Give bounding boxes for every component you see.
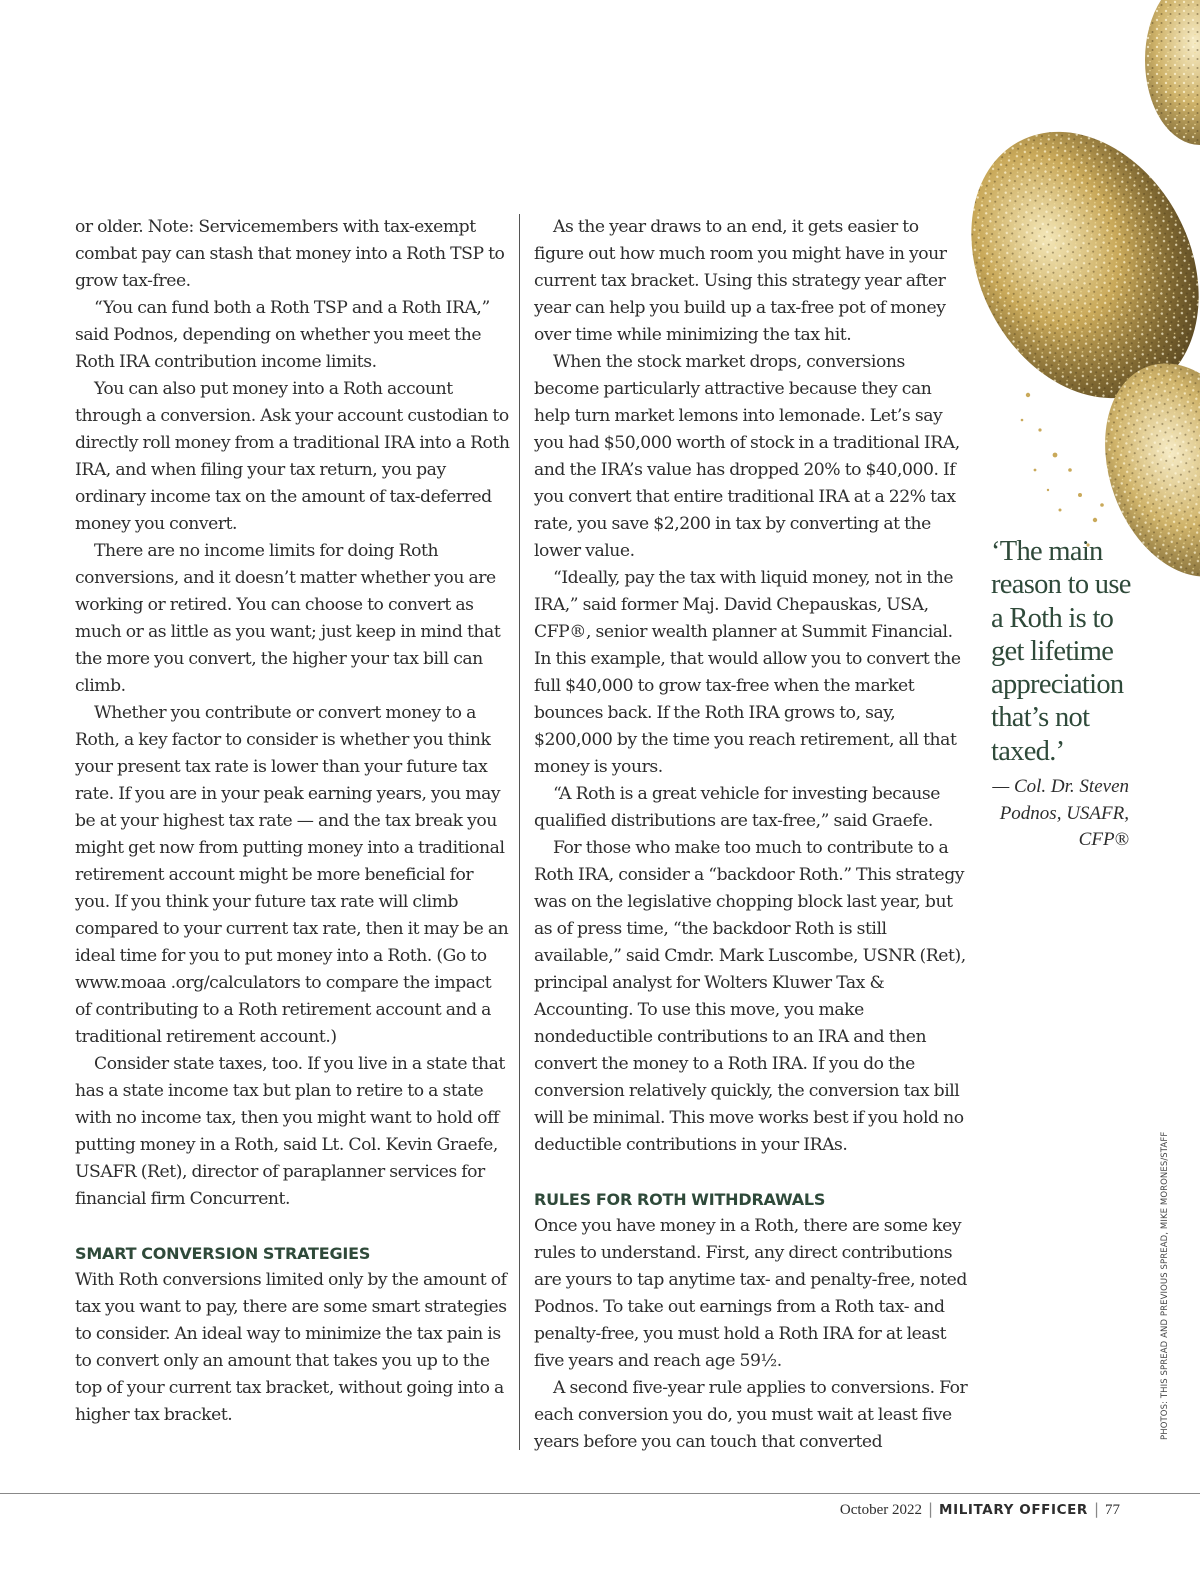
pull-quote xyxy=(991,535,1141,854)
body-paragraph: As the year draws to an end, it gets easier to figure out how much room you might have in your current tax bracket. Using this strategy year after year can help you build up a tax-free pot of money over time while minimizing the tax hit. xyxy=(534,217,947,345)
body-paragraph: Once you have money in a Roth, there are some key rules to understand. First, any direct contributions are yours to tap anytime tax- and penalty-free, noted Podnos. To take out earnings from a Roth tax- and penalty-free, you must hold a Roth IRA for at least five years and reach age 59½. xyxy=(534,1216,967,1371)
body-paragraph: When the stock market drops, conversions become particularly attractive because they can help turn market lemons into lemonade. Let’s say you had $50,000 worth of stock in a traditional IRA, and the IRA’s value has dropped 20% to $40,000. If you convert that entire traditional IRA at a 22% tax rate, you save $2,200 in tax by converting at the lower value. xyxy=(534,352,960,561)
section-heading-smart-conversion: SMART CONVERSION STRATEGIES xyxy=(75,1244,371,1263)
body-paragraph: There are no income limits for doing Roth conversions, and it doesn’t matter whether you are working or retired. You can choose to convert as much or as little as you want; just keep in mind that the more you convert, the higher your tax bill can climb. xyxy=(75,541,501,696)
body-paragraph: “Ideally, pay the tax with liquid money, not in the IRA,” said former Maj. David Chepauskas, USA, CFP®, senior wealth planner at Summit Financial. In this example, that would allow you to convert the full $40,000 to grow tax-free when the market bounces back. If the Roth IRA grows to, say, $200,000 by the time you reach retirement, all that money is yours. xyxy=(534,568,961,777)
body-paragraph: A second five-year rule applies to conversions. For each conversion you do, you must wait at least five years before you can touch that converted xyxy=(534,1378,968,1452)
pull-quote-attribution: — Col. Dr. Steven Podnos, USAFR, CFP® xyxy=(992,776,1129,851)
footer-separator: | xyxy=(927,1500,934,1518)
footer-rule xyxy=(0,1493,1200,1494)
body-paragraph: “A Roth is a great vehicle for investing because qualified distributions are tax-free,” said Graefe. xyxy=(534,784,940,831)
photo-credit: PHOTOS: THIS SPREAD AND PREVIOUS SPREAD, MIKE MORONES/STAFF xyxy=(1160,1131,1170,1440)
column-divider xyxy=(519,214,520,1450)
body-paragraph: or older. Note: Servicemembers with tax-exempt combat pay can stash that money into a Roth TSP to grow tax-free. xyxy=(75,217,505,291)
article-left-column xyxy=(75,214,510,1429)
article-right-column xyxy=(534,214,969,1456)
body-paragraph: Consider state taxes, too. If you live in a state that has a state income tax but plan to retire to a state with no income tax, then you might want to hold off putting money in a Roth, said Lt. Col. Kevin Graefe, USAFR (Ret), director of paraplanner services for financial firm Concurrent. xyxy=(75,1054,505,1209)
section-heading-roth-withdrawals: RULES FOR ROTH WITHDRAWALS xyxy=(534,1190,826,1209)
body-paragraph: You can also put money into a Roth account through a conversion. Ask your account custodian to directly roll money from a traditional IRA into a Roth IRA, and when filing your tax return, you pay ordinary income tax on the amount of tax-deferred money you convert. xyxy=(75,379,510,534)
body-paragraph: For those who make too much to contribute to a Roth IRA, consider a “backdoor Roth.” This strategy was on the legislative chopping block last year, but as of press time, “the backdoor Roth is still available,” said Cmdr. Mark Luscombe, USNR (Ret), principal analyst for Wolters Kluwer Tax & Accounting. To use this move, you make nondeductible contributions to an IRA and then convert the money to a Roth IRA. If you do the conversion relatively quickly, the conversion tax bill will be minimal. This move works best if you hold no deductible contributions in your IRAs. xyxy=(534,838,966,1155)
page-footer xyxy=(840,1499,1120,1520)
body-paragraph: Whether you contribute or convert money to a Roth, a key factor to consider is whether you think your present tax rate is lower than your future tax rate. If you are in your peak earning years, you may be at your highest tax rate — and the tax break you might get now from putting money into a traditional retirement account might be more beneficial for you. If you think your future tax rate will climb compared to your current tax rate, then it may be an ideal time for you to put money into a Roth. (Go to www.moaa .org/calculators to compare the impact of contributing to a Roth retirement account and a traditional retirement account.) xyxy=(75,703,509,1047)
magazine-name: MILITARY OFFICER xyxy=(939,1502,1088,1518)
footer-separator: | xyxy=(1093,1500,1099,1518)
page-number: 77 xyxy=(1105,1502,1120,1518)
pull-quote-text: ‘The main reason to use a Roth is to get lifetime appreciation that’s not taxed.’ xyxy=(991,536,1131,767)
body-paragraph: “You can fund both a Roth TSP and a Roth IRA,” said Podnos, depending on whether you meet the Roth IRA contribution income limits. xyxy=(75,298,490,372)
issue-date: October 2022 xyxy=(839,1502,922,1518)
body-paragraph: With Roth conversions limited only by the amount of tax you want to pay, there are some smart strategies to consider. An ideal way to minimize the tax pain is to convert only an amount that takes you up to the top of your current tax bracket, without going into a higher tax bracket. xyxy=(75,1270,507,1425)
